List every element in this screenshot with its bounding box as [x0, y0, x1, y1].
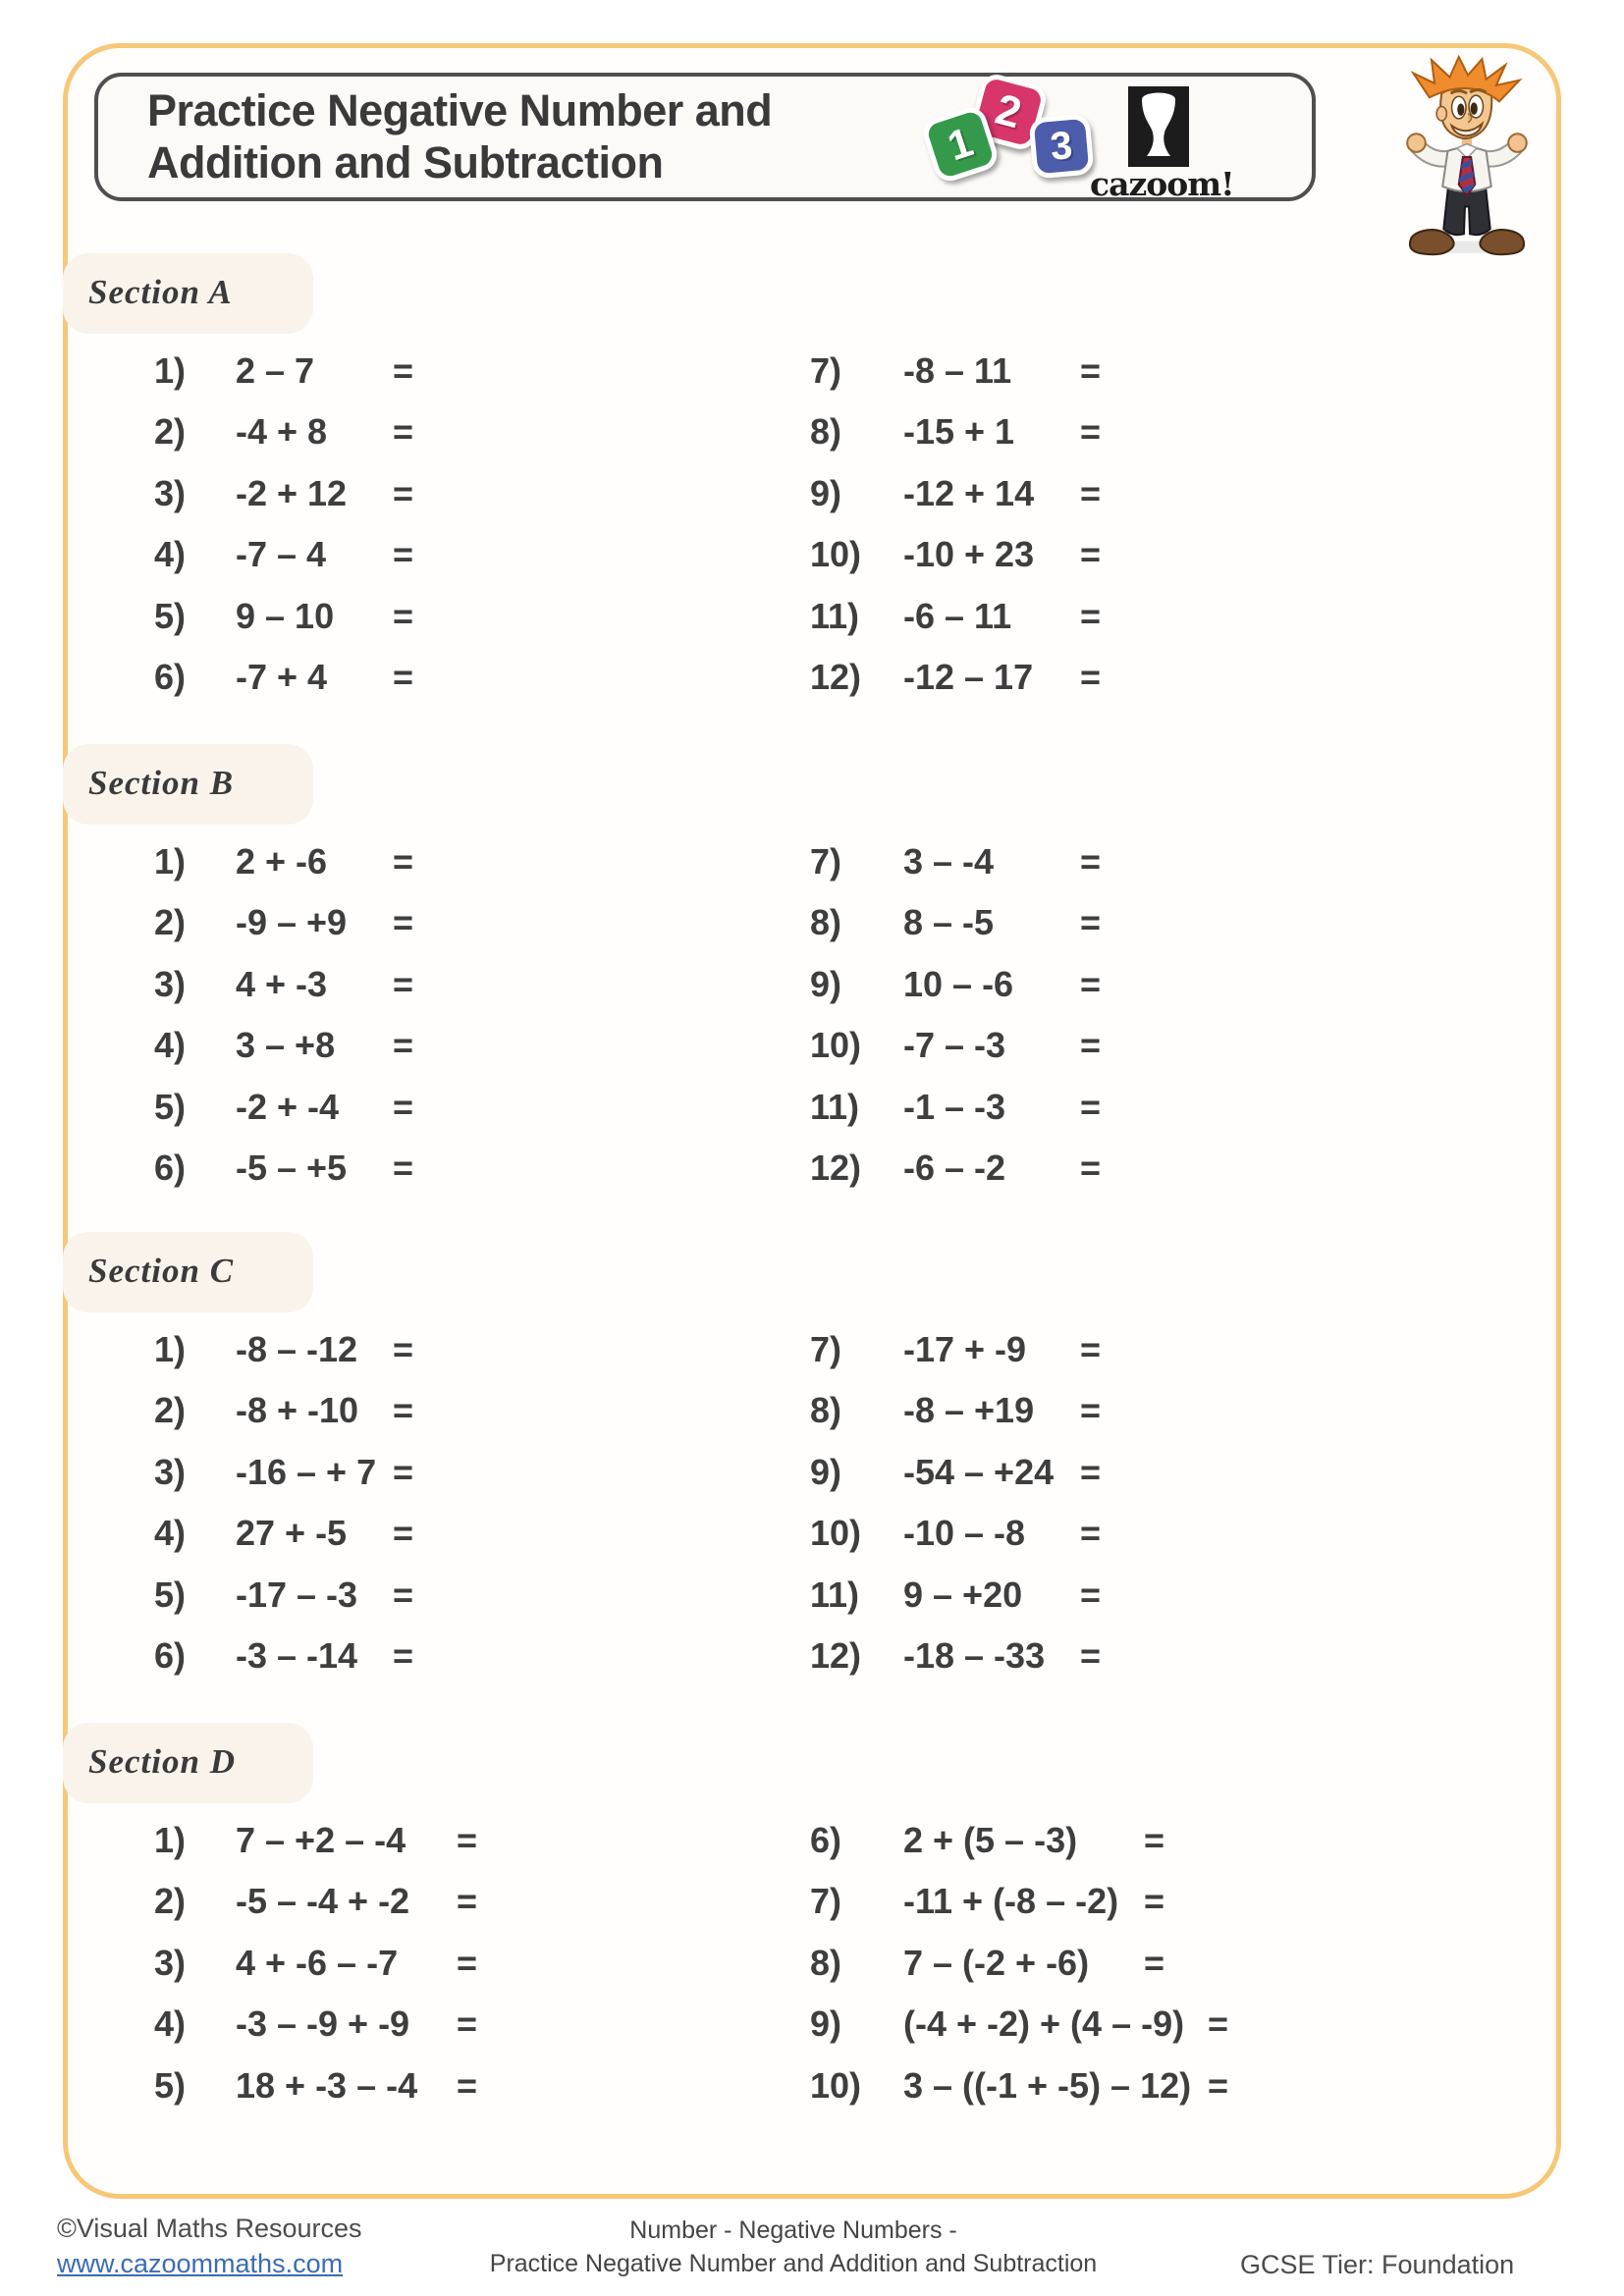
- logo-tile-2: 2: [967, 71, 1049, 152]
- equals-sign: =: [393, 1025, 414, 1066]
- problem-row: [810, 1022, 1101, 1069]
- problem-row: [154, 1940, 477, 1987]
- problem-expression: -3 – -14: [236, 1635, 358, 1676]
- logo-tile-1: 1: [919, 103, 1001, 185]
- problem-number: 1): [154, 1329, 187, 1369]
- problem-expression: -8 – 11: [903, 350, 1012, 391]
- problem-expression: -18 – -33: [903, 1635, 1046, 1676]
- equals-sign: =: [1080, 902, 1102, 943]
- equals-sign: =: [1080, 1329, 1102, 1369]
- problem-row: [810, 1940, 1164, 1987]
- equals-sign: =: [393, 1513, 414, 1554]
- problem-number: 4): [154, 1513, 187, 1554]
- equals-sign: =: [393, 472, 414, 513]
- equals-sign: =: [1080, 411, 1102, 453]
- problem-row: [154, 838, 413, 885]
- problem-row: [810, 1878, 1164, 1925]
- equals-sign: =: [393, 1451, 414, 1492]
- problem-expression: -8 – -12: [236, 1329, 358, 1369]
- problem-number: 5): [154, 595, 187, 636]
- equals-sign: =: [1080, 1451, 1102, 1492]
- problem-number: 4): [154, 2003, 187, 2045]
- problem-number: 12): [810, 1148, 862, 1188]
- problem-number: 5): [154, 1086, 187, 1127]
- equals-sign: =: [393, 534, 414, 575]
- equals-sign: =: [457, 2064, 478, 2106]
- problem-row: [810, 1145, 1101, 1192]
- problem-number: 10): [810, 1025, 862, 1066]
- problem-number: 6): [154, 657, 187, 697]
- equals-sign: =: [1208, 2003, 1229, 2045]
- problem-row: [154, 1387, 413, 1434]
- title-box: [94, 73, 1316, 201]
- problem-expression: -4 + 8: [236, 411, 328, 453]
- problem-row: [810, 593, 1101, 640]
- section-header: [63, 1232, 313, 1312]
- problem-expression: -1 – -3: [903, 1086, 1006, 1127]
- equals-sign: =: [1080, 1390, 1102, 1431]
- problem-row: [154, 2001, 477, 2048]
- problem-expression: -10 – -8: [903, 1513, 1026, 1554]
- problem-expression: -6 – 11: [903, 595, 1012, 636]
- problem-row: [810, 347, 1101, 395]
- problem-row: [154, 470, 413, 517]
- equals-sign: =: [457, 1942, 478, 1983]
- cazoom-logo: [1090, 86, 1234, 203]
- section-b: [0, 744, 1624, 1235]
- equals-sign: =: [1208, 2064, 1229, 2106]
- problem-expression: -12 + 14: [903, 472, 1035, 513]
- problem-row: [154, 1572, 413, 1619]
- problem-row: [154, 1817, 477, 1864]
- problem-expression: -2 + 12: [236, 472, 348, 513]
- problem-row: [154, 408, 413, 455]
- equals-sign: =: [393, 1086, 414, 1127]
- equals-sign: =: [1080, 963, 1102, 1004]
- problem-expression: 27 + -5: [236, 1513, 348, 1554]
- problem-row: [810, 961, 1101, 1008]
- problem-expression: -17 – -3: [236, 1574, 358, 1615]
- problem-number: 8): [810, 1390, 842, 1431]
- problem-expression: 18 + -3 – -4: [236, 2064, 418, 2106]
- problem-number: 1): [154, 1820, 187, 1860]
- problem-expression: -10 + 23: [903, 534, 1035, 575]
- cazoom-brand-text: cazoom!: [1090, 165, 1234, 203]
- problem-row: [154, 1449, 413, 1496]
- equals-sign: =: [393, 1390, 414, 1431]
- problem-expression: -15 + 1: [903, 411, 1015, 453]
- problem-expression: -5 – -4 + -2: [236, 1881, 410, 1922]
- problem-expression: -54 – +24: [903, 1451, 1055, 1492]
- problem-number: 2): [154, 902, 187, 943]
- problem-number: 12): [810, 657, 862, 697]
- problem-number: 12): [810, 1635, 862, 1676]
- equals-sign: =: [393, 1635, 414, 1676]
- equals-sign: =: [1080, 1635, 1102, 1676]
- logo-tile-3: 3: [1028, 113, 1094, 179]
- problem-row: [154, 2062, 477, 2109]
- problem-expression: 2 + (5 – -3): [903, 1820, 1078, 1860]
- equals-sign: =: [1080, 841, 1102, 881]
- problem-row: [810, 1510, 1101, 1557]
- problem-row: [810, 470, 1101, 517]
- problem-number: 3): [154, 963, 187, 1004]
- section-label: Section A: [88, 273, 233, 311]
- problem-number: 8): [810, 411, 842, 453]
- problem-number: 11): [810, 1086, 860, 1127]
- problem-row: [810, 2001, 1228, 2048]
- mascot-character-icon: [1399, 55, 1535, 257]
- problem-row: [154, 1632, 413, 1680]
- problem-expression: -16 – + 7: [236, 1451, 377, 1492]
- equals-sign: =: [393, 902, 414, 943]
- problem-row: [154, 347, 413, 395]
- section-c: [0, 1232, 1624, 1723]
- problem-expression: 10 – -6: [903, 963, 1014, 1004]
- problem-expression: 9 – +20: [903, 1574, 1023, 1615]
- problem-expression: -5 – +5: [236, 1148, 348, 1188]
- problem-number: 7): [810, 841, 842, 881]
- problem-expression: 4 + -6 – -7: [236, 1942, 399, 1983]
- worksheet-title-line2: Addition and Subtraction: [147, 137, 664, 187]
- problem-row: [810, 654, 1101, 701]
- problem-row: [154, 1022, 413, 1069]
- equals-sign: =: [457, 2003, 478, 2045]
- problem-row: [154, 1326, 413, 1373]
- problem-row: [154, 593, 413, 640]
- equals-sign: =: [393, 657, 414, 697]
- equals-sign: =: [393, 411, 414, 453]
- problem-expression: -7 – 4: [236, 534, 327, 575]
- problem-row: [810, 1572, 1101, 1619]
- problem-row: [810, 2062, 1228, 2109]
- problem-number: 11): [810, 595, 860, 636]
- problem-row: [154, 531, 413, 578]
- equals-sign: =: [1080, 472, 1102, 513]
- problem-expression: -8 – +19: [903, 1390, 1035, 1431]
- problem-expression: 8 – -5: [903, 902, 995, 943]
- cazoom-drum-icon: [1128, 86, 1189, 167]
- problem-expression: -7 – -3: [903, 1025, 1006, 1066]
- problem-row: [154, 1510, 413, 1557]
- worksheet-title: [147, 84, 772, 188]
- equals-sign: =: [1080, 350, 1102, 391]
- problem-expression: 4 + -3: [236, 963, 328, 1004]
- problem-number: 1): [154, 841, 187, 881]
- problem-expression: -12 – 17: [903, 657, 1034, 697]
- problem-number: 9): [810, 1451, 842, 1492]
- problem-number: 2): [154, 1881, 187, 1922]
- footer-topic-line1: Number - Negative Numbers -: [629, 2216, 957, 2244]
- section-label: Section B: [88, 764, 235, 802]
- section-d: [0, 1723, 1624, 2214]
- problem-expression: -2 + -4: [236, 1086, 340, 1127]
- problem-row: [810, 1326, 1101, 1373]
- problem-expression: 9 – 10: [236, 595, 335, 636]
- footer-website-link[interactable]: www.cazoommaths.com: [57, 2249, 344, 2278]
- problem-number: 8): [810, 1942, 842, 1983]
- problem-number: 7): [810, 1329, 842, 1369]
- problem-expression: -3 – -9 + -9: [236, 2003, 410, 2045]
- problem-expression: -6 – -2: [903, 1148, 1006, 1188]
- equals-sign: =: [393, 595, 414, 636]
- equals-sign: =: [1080, 657, 1102, 697]
- problem-number: 2): [154, 1390, 187, 1431]
- problem-row: [810, 1387, 1101, 1434]
- equals-sign: =: [393, 841, 414, 881]
- problem-expression: 2 + -6: [236, 841, 328, 881]
- equals-sign: =: [1080, 1086, 1102, 1127]
- problem-number: 10): [810, 1513, 862, 1554]
- equals-sign: =: [393, 350, 414, 391]
- problem-number: 8): [810, 902, 842, 943]
- footer-copyright: ©Visual Maths Resources: [57, 2214, 362, 2243]
- problem-row: [154, 961, 413, 1008]
- problem-expression: 7 – (-2 + -6): [903, 1942, 1090, 1983]
- problem-number: 7): [810, 1881, 842, 1922]
- problem-number: 7): [810, 350, 842, 391]
- equals-sign: =: [1080, 1148, 1102, 1188]
- equals-sign: =: [393, 1148, 414, 1188]
- equals-sign: =: [1080, 1025, 1102, 1066]
- footer-tier: GCSE Tier: Foundation: [1240, 2250, 1515, 2279]
- equals-sign: =: [457, 1820, 478, 1860]
- problem-expression: (-4 + -2) + (4 – -9): [903, 2003, 1185, 2045]
- problem-number: 4): [154, 1025, 187, 1066]
- problem-number: 3): [154, 1942, 187, 1983]
- problem-row: [810, 838, 1101, 885]
- problem-number: 3): [154, 472, 187, 513]
- problem-expression: -9 – +9: [236, 902, 348, 943]
- problem-number: 4): [154, 534, 187, 575]
- problem-row: [810, 531, 1101, 578]
- equals-sign: =: [393, 1329, 414, 1369]
- problem-number: 9): [810, 963, 842, 1004]
- equals-sign: =: [1080, 595, 1102, 636]
- problem-row: [154, 1084, 413, 1131]
- section-header: [63, 1723, 313, 1803]
- problem-expression: 3 – -4: [903, 841, 995, 881]
- equals-sign: =: [1144, 1881, 1165, 1922]
- problem-number: 10): [810, 534, 862, 575]
- section-label: Section C: [88, 1252, 235, 1290]
- problem-expression: 2 – 7: [236, 350, 315, 391]
- equals-sign: =: [457, 1881, 478, 1922]
- problem-expression: 3 – ((-1 + -5) – 12): [903, 2064, 1192, 2106]
- problem-row: [810, 1084, 1101, 1131]
- problem-number: 5): [154, 1574, 187, 1615]
- problem-row: [154, 1878, 477, 1925]
- problem-number: 6): [154, 1635, 187, 1676]
- problem-number: 5): [154, 2064, 187, 2106]
- section-label: Section D: [88, 1742, 236, 1781]
- section-header: [63, 253, 313, 334]
- problem-number: 11): [810, 1574, 860, 1615]
- problem-expression: -17 + -9: [903, 1329, 1027, 1369]
- problem-number: 1): [154, 350, 187, 391]
- problem-row: [154, 654, 413, 701]
- problem-expression: -8 + -10: [236, 1390, 359, 1431]
- problem-row: [810, 408, 1101, 455]
- problem-expression: -11 + (-8 – -2): [903, 1881, 1119, 1922]
- problem-number: 6): [154, 1148, 187, 1188]
- problem-row: [810, 1449, 1101, 1496]
- problem-expression: 7 – +2 – -4: [236, 1820, 406, 1860]
- equals-sign: =: [1080, 1513, 1102, 1554]
- problem-expression: 3 – +8: [236, 1025, 336, 1066]
- problem-row: [810, 1817, 1164, 1864]
- equals-sign: =: [1080, 534, 1102, 575]
- problem-row: [154, 899, 413, 946]
- problem-number: 10): [810, 2064, 862, 2106]
- section-header: [63, 744, 313, 825]
- problem-row: [154, 1145, 413, 1192]
- problem-row: [810, 1632, 1101, 1680]
- section-a: [0, 253, 1624, 744]
- problem-number: 3): [154, 1451, 187, 1492]
- equals-sign: =: [393, 1574, 414, 1615]
- problem-number: 9): [810, 472, 842, 513]
- problem-row: [810, 899, 1101, 946]
- problem-number: 2): [154, 411, 187, 453]
- equals-sign: =: [1144, 1942, 1165, 1983]
- equals-sign: =: [1144, 1820, 1165, 1860]
- problem-number: 9): [810, 2003, 842, 2045]
- footer-topic-line2: Practice Negative Number and Addition and Subtraction: [489, 2250, 1098, 2277]
- problem-expression: -7 + 4: [236, 657, 328, 697]
- equals-sign: =: [393, 963, 414, 1004]
- problem-number: 6): [810, 1820, 842, 1860]
- worksheet-title-line1: Practice Negative Number and: [147, 85, 773, 135]
- equals-sign: =: [1080, 1574, 1102, 1615]
